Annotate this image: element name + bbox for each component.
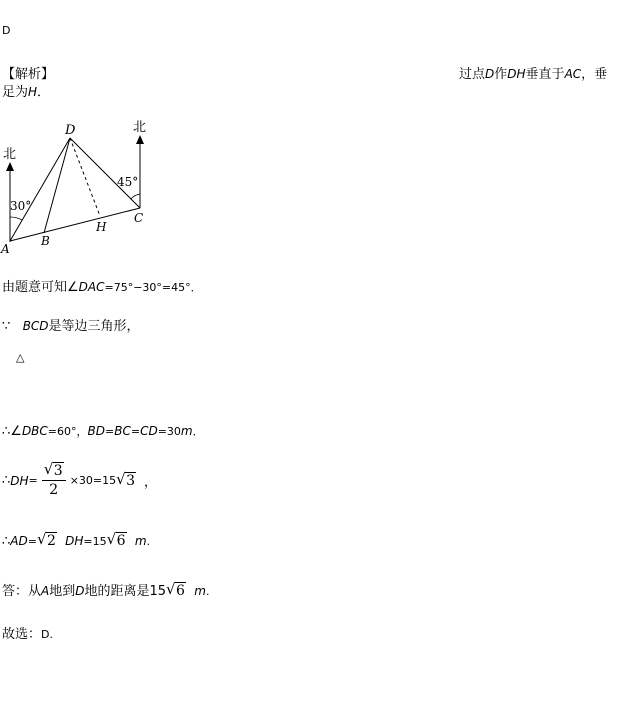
segment-ad xyxy=(10,138,70,241)
s3-angle-value: =60°， xyxy=(47,425,88,438)
label-d: D xyxy=(65,123,76,138)
intro-text-c: 作 xyxy=(494,67,508,82)
s4-dh: DH xyxy=(10,473,29,488)
s2-because: ∵ xyxy=(2,319,11,334)
intro-text-e: 垂直于 xyxy=(525,67,565,82)
ans-text-c: 地到 xyxy=(49,584,76,599)
s1-value: =75°−30°=45°． xyxy=(104,281,202,294)
final-label: 故选： xyxy=(2,627,42,642)
geometry-figure xyxy=(0,112,170,260)
sqrt-symbol: √ 3 xyxy=(116,469,136,489)
intro-segment-dh: DH xyxy=(507,67,526,81)
intro-text-g: ，垂 xyxy=(581,67,608,82)
s5-value: =15 xyxy=(83,535,107,548)
s3-length: =30 xyxy=(157,425,181,438)
s2-text: 是等边三角形， xyxy=(48,319,140,334)
s5-therefore: ∴ xyxy=(2,534,11,549)
final-choice xyxy=(2,623,53,642)
intro-point-d: D xyxy=(485,67,495,81)
label-north-left: 北 xyxy=(3,147,17,162)
label-c: C xyxy=(134,211,144,225)
s3-eq2: = xyxy=(130,425,141,438)
label-h: H xyxy=(96,220,107,234)
s5-radicand2: 6 xyxy=(116,533,126,549)
sqrt-symbol: √ 6 xyxy=(106,530,126,549)
s1-angle-name: DAC xyxy=(78,280,105,294)
ans-unit: m xyxy=(194,584,206,598)
s4-therefore: ∴ xyxy=(2,473,11,488)
sqrt-symbol: √ 2 xyxy=(36,530,56,549)
line2-text-a: 足为 xyxy=(2,85,29,100)
s3-cd: CD xyxy=(140,424,158,438)
s5-dh: DH xyxy=(65,534,84,548)
answer-line xyxy=(2,580,209,599)
final-value: D. xyxy=(41,628,53,641)
fraction-sqrt3-over-2 xyxy=(42,460,66,498)
ans-radicand: 6 xyxy=(176,583,185,599)
angle-arc-left xyxy=(10,217,22,220)
line2-point-h: H xyxy=(28,85,38,99)
line2-text-c: ． xyxy=(37,85,51,100)
label-angle-30: 30° xyxy=(10,199,32,213)
s4-denominator: 2 xyxy=(49,482,59,498)
s4-radicand: 3 xyxy=(126,472,136,489)
intro-text-a: 过点 xyxy=(459,67,486,82)
s5-end: . xyxy=(146,535,151,548)
s3-bd: BD xyxy=(87,424,105,438)
step-equilateral xyxy=(2,315,140,334)
step-sides xyxy=(2,423,204,439)
s5-unit: m xyxy=(134,534,147,548)
s5-radicand1: 2 xyxy=(46,533,56,549)
segment-dc xyxy=(70,138,140,208)
analysis-line2 xyxy=(2,81,50,100)
ans-text-e: 地的距离是15 xyxy=(84,584,167,599)
ans-text-a: 答：从 xyxy=(2,584,42,599)
sqrt-symbol: √ 3 xyxy=(43,460,63,479)
ans-point-a: A xyxy=(41,584,50,598)
s5-eq: = xyxy=(27,535,37,548)
s1-text-a: 由题意可知∠ xyxy=(2,280,79,295)
s2-triangle-name: BCD xyxy=(22,319,49,333)
answer-letter: D xyxy=(2,24,11,37)
s4-mult: ×30=15 xyxy=(69,474,117,487)
analysis-intro xyxy=(459,63,607,82)
step-ad xyxy=(2,530,151,549)
s5-ad: AD xyxy=(10,534,28,548)
s4-eq: = xyxy=(28,474,38,487)
s3-end: ． xyxy=(192,425,204,438)
analysis-label: 【解析】 xyxy=(2,67,55,82)
segment-dh-dashed xyxy=(70,138,100,216)
step-angle-dac xyxy=(2,276,202,295)
north-arrowhead-left xyxy=(6,162,14,171)
intro-segment-ac: AC xyxy=(564,67,582,81)
s3-eq1: = xyxy=(105,425,115,438)
label-north-right: 北 xyxy=(133,120,147,135)
north-arrowhead-right xyxy=(136,135,144,144)
s3-unit: m xyxy=(180,424,193,438)
s3-bc: BC xyxy=(114,424,131,438)
ans-point-d: D xyxy=(75,584,85,598)
s4-comma: ， xyxy=(144,475,158,490)
sqrt-symbol: √ 6 xyxy=(166,580,185,599)
triangle-symbol: △ xyxy=(16,351,25,364)
step-dh xyxy=(2,460,158,498)
segment-bd xyxy=(44,138,70,233)
label-b: B xyxy=(41,234,50,248)
ans-end: . xyxy=(205,585,210,598)
angle-arc-right xyxy=(131,194,140,199)
label-angle-45: 45° xyxy=(117,175,139,189)
label-a: A xyxy=(1,242,10,256)
s3-angle-name: DBC xyxy=(21,424,48,438)
s4-numerator: 3 xyxy=(53,463,63,479)
s3-therefore-angle: ∴∠ xyxy=(2,424,22,439)
